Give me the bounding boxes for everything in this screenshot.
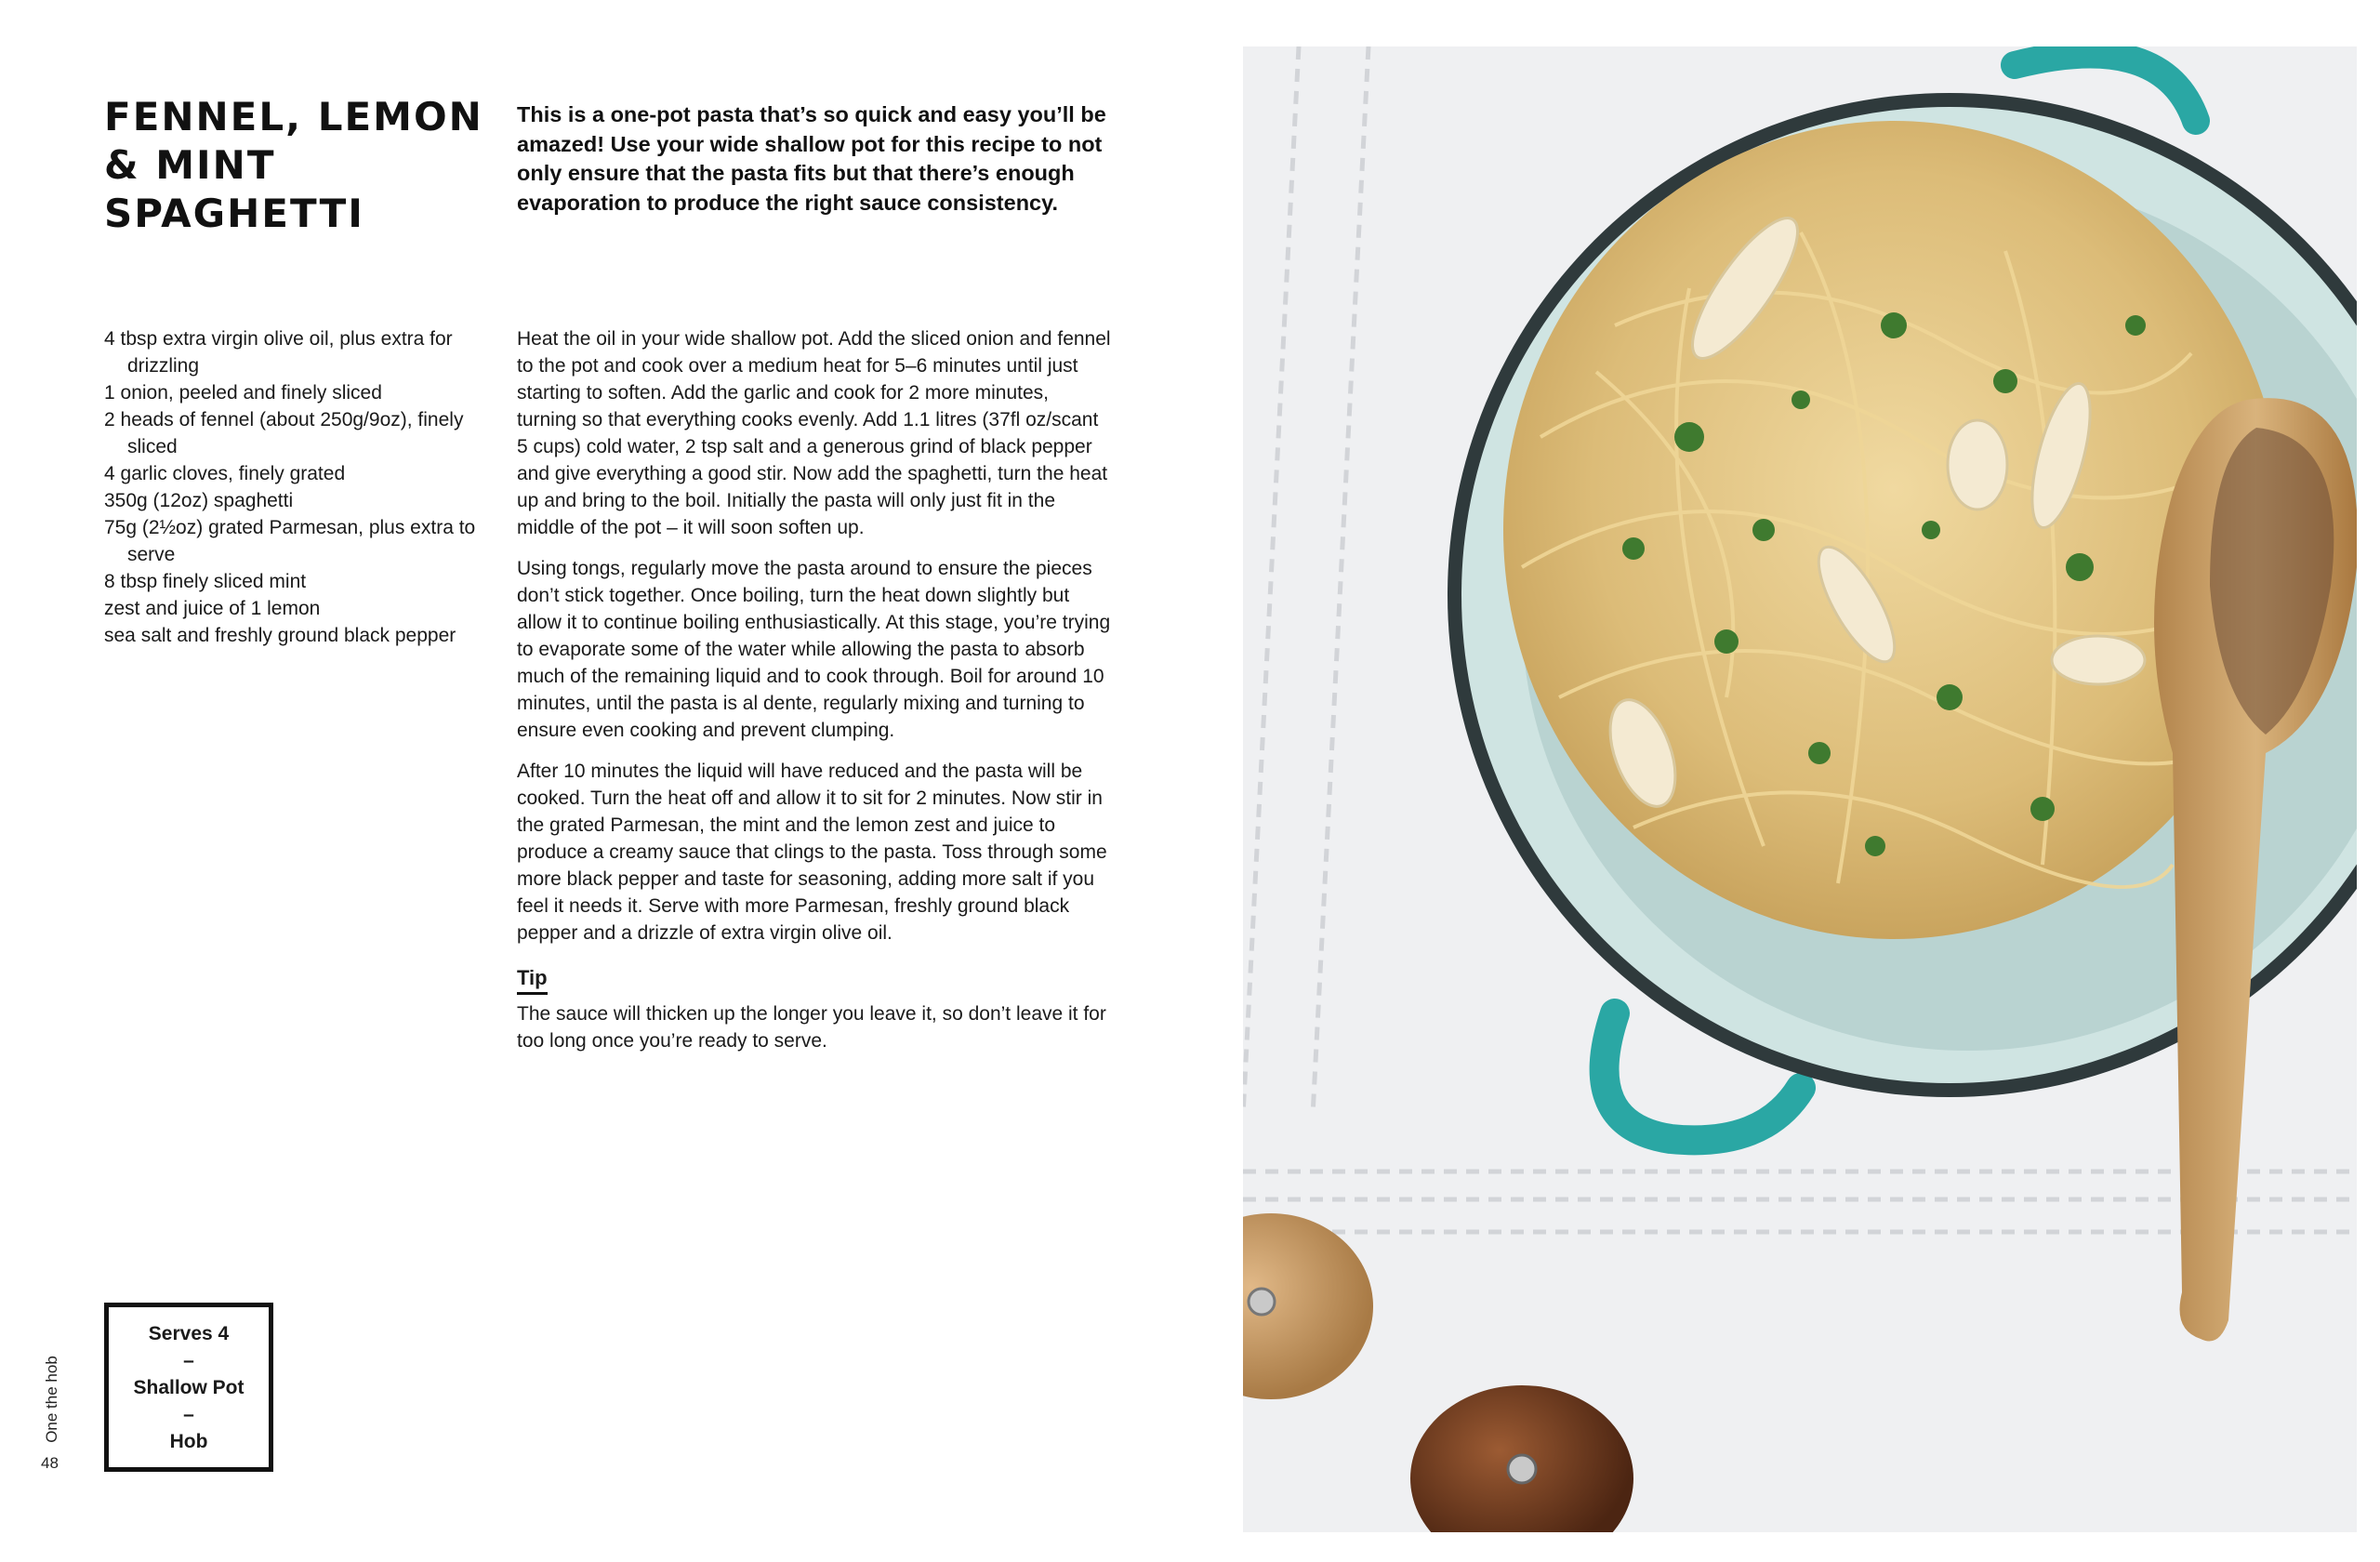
ingredient-item: sea salt and freshly ground black pepper bbox=[104, 625, 456, 646]
ingredient-item: 75g (2½oz) grated Parmesan, plus extra to serve bbox=[104, 517, 476, 565]
ingredient-item: 350g (12oz) spaghetti bbox=[104, 490, 294, 511]
info-separator: – bbox=[183, 1349, 194, 1371]
serves-label: Serves 4 bbox=[148, 1322, 230, 1344]
ingredient-item: 4 garlic cloves, finely grated bbox=[104, 463, 346, 484]
ingredient-item: 1 onion, peeled and finely sliced bbox=[104, 382, 382, 404]
ingredients-list bbox=[104, 325, 495, 649]
equipment-label: Shallow Pot bbox=[133, 1376, 245, 1398]
ingredient-item: zest and juice of 1 lemon bbox=[104, 598, 321, 619]
page-number: 48 bbox=[41, 1454, 59, 1472]
ingredient-item: 2 heads of fennel (about 250g/9oz), finely sliced bbox=[104, 409, 464, 457]
recipe-info-box bbox=[104, 1303, 273, 1472]
cooking-method-label: Hob bbox=[169, 1430, 208, 1452]
method-step-2: Using tongs, regularly move the pasta around to ensure the pieces don’t stick together. Once boiling, turn the heat down slightly but allow it to continue boiling enthusiastically. At this stage, you’re trying to evaporate some of the water while allowing the pasta to absorb much of the remaining liquid and to cook through. Boil for around 10 minutes, until the pasta is al dente, regularly mixing and turning to ensure even cooking and prevent clumping. bbox=[517, 558, 1111, 741]
section-label: One the hob bbox=[43, 1356, 60, 1443]
tip-heading: Tip bbox=[517, 964, 548, 995]
recipe-photo bbox=[1243, 46, 2357, 1532]
ingredient-item: 4 tbsp extra virgin olive oil, plus extra for drizzling bbox=[104, 328, 453, 377]
recipe-title: FENNEL, LEMON & MINT SPAGHETTI bbox=[104, 94, 483, 236]
method-step-3: After 10 minutes the liquid will have reduced and the pasta will be cooked. Turn the heat off and allow it to sit for 2 minutes. Now stir in the grated Parmesan, the mint and the lemon zest and juice to produce a creamy sauce that clings to the pasta. Toss through some more black pepper and taste for seasoning, adding more salt if you feel it needs it. Serve with more Parmesan, freshly ground black pepper and a drizzle of extra virgin olive oil. bbox=[517, 761, 1107, 944]
tip-text: The sauce will thicken up the longer you leave it, so don’t leave it for too long once you’re ready to serve. bbox=[517, 1003, 1106, 1052]
ingredient-item: 8 tbsp finely sliced mint bbox=[104, 571, 307, 592]
method-step-1: Heat the oil in your wide shallow pot. Add the sliced onion and fennel to the pot and cook over a medium heat for 5–6 minutes until just starting to soften. Add the garlic and cook for 2 more minutes, turning so that everything cooks evenly. Add 1.1 litres (37fl oz/scant 5 cups) cold water, 2 tsp salt and a generous grind of black pepper and give everything a good stir. Now add the spaghetti, turn the heat up and bring to the boil. Initially the pasta will only just fit in the middle of the pot – it will soon soften up. bbox=[517, 328, 1111, 538]
method-section bbox=[517, 325, 1112, 1068]
info-separator: – bbox=[183, 1403, 194, 1425]
recipe-intro: This is a one-pot pasta that’s so quick and easy you’ll be amazed! Use your wide shallow pot for this recipe to not only ensure that the pasta fits but that there’s enough evaporation to produce the right sauce consistency. bbox=[517, 102, 1106, 215]
